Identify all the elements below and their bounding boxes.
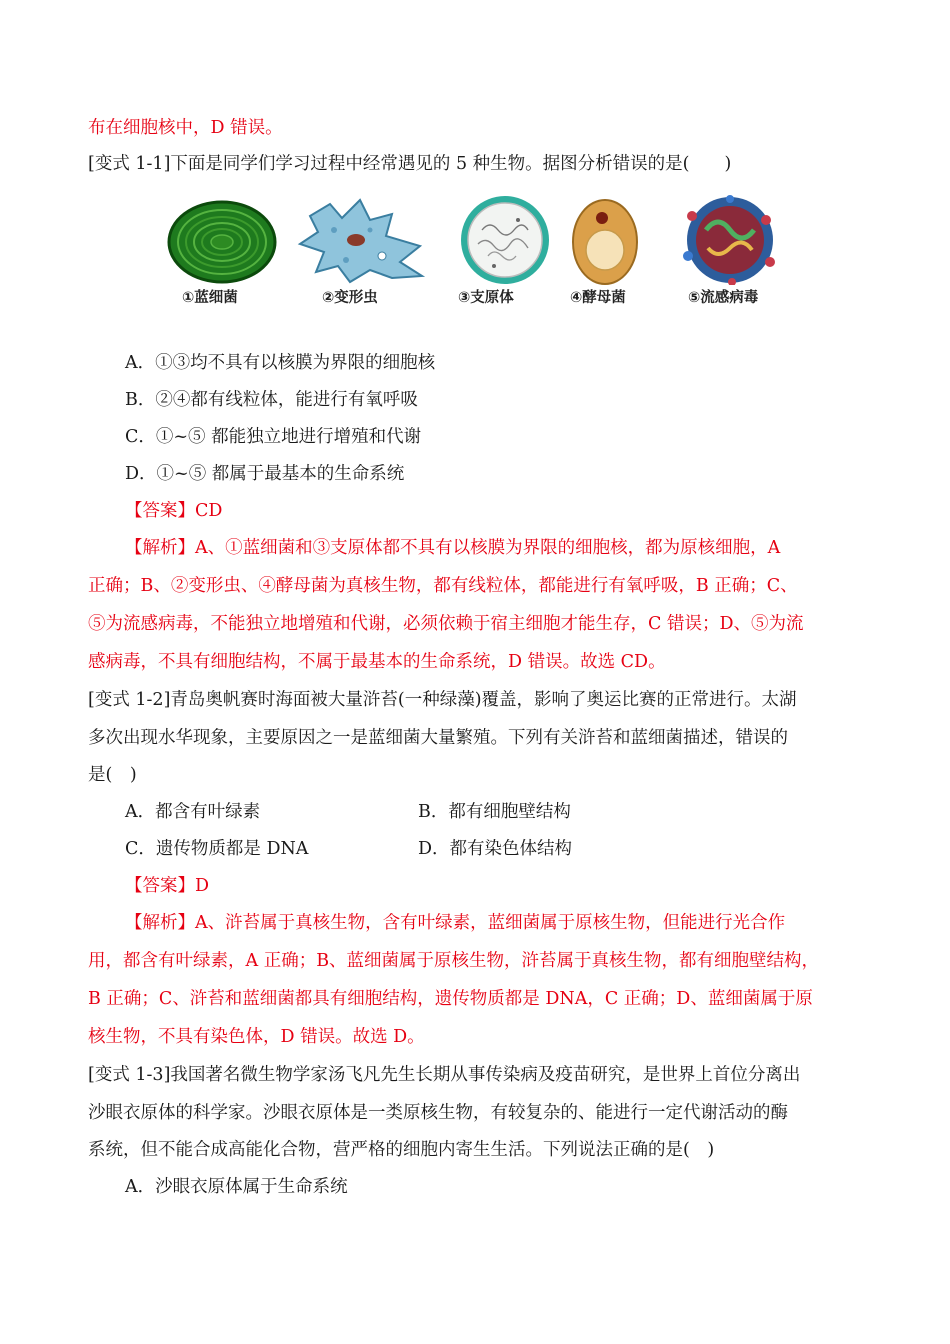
caption-mycoplasma: ③支原体 bbox=[458, 290, 514, 306]
cyanobacterium-image bbox=[169, 202, 275, 282]
q1-analysis-line: 正确；B、②变形虫、④酵母菌为真核生物，都有线粒体，都能进行有氧呼吸，B 正确；C、 bbox=[88, 576, 798, 596]
q2-analysis-line: 核生物，不具有染色体，D 错误。故选 D。 bbox=[88, 1027, 425, 1047]
yeast-image bbox=[573, 200, 637, 284]
caption-amoeba: ②变形虫 bbox=[322, 290, 378, 306]
q1-option-b: B．②④都有线粒体，能进行有氧呼吸 bbox=[125, 390, 418, 410]
q1-analysis-line: ⑤为流感病毒，不能独立地增殖和代谢，必须依赖于宿主细胞才能生存，C 错误；D、⑤为流 bbox=[88, 614, 804, 634]
q3-stem-line: 系统，但不能合成高能化合物，营严格的细胞内寄生生活。下列说法正确的是( ) bbox=[88, 1140, 715, 1160]
caption-influenza-virus: ⑤流感病毒 bbox=[688, 290, 759, 306]
q2-analysis-line: 用，都含有叶绿素，A 正确；B、蓝细菌属于原核生物，浒苔属于真核生物，都有细胞壁结构， bbox=[88, 951, 820, 971]
q2-option-c: C．遗传物质都是 DNA bbox=[125, 839, 309, 859]
q2-option-d: D．都有染色体结构 bbox=[418, 839, 573, 859]
q2-stem-line: [变式 1-2]青岛奥帆赛时海面被大量浒苔(一种绿藻)覆盖，影响了奥运比赛的正常进行。太湖 bbox=[88, 690, 797, 710]
q2-option-b: B．都有细胞壁结构 bbox=[418, 802, 571, 822]
caption-yeast: ④酵母菌 bbox=[570, 290, 626, 306]
q2-analysis-line: 【解析】A、浒苔属于真核生物，含有叶绿素，蓝细菌属于原核生物，但能进行光合作 bbox=[125, 913, 786, 933]
q3-stem-line: [变式 1-3]我国著名微生物学家汤飞凡先生长期从事传染病及疫苗研究，是世界上首位分离出 bbox=[88, 1065, 801, 1085]
q1-answer: 【答案】CD bbox=[125, 501, 223, 521]
q3-stem-line: 沙眼衣原体的科学家。沙眼衣原体是一类原核生物，有较复杂的、能进行一定代谢活动的酶 bbox=[88, 1103, 788, 1123]
q2-stem-line: 是( ) bbox=[88, 765, 137, 785]
organism-figure bbox=[160, 190, 790, 320]
q1-analysis-line: 【解析】A、①蓝细菌和③支原体都不具有以核膜为界限的细胞核，都为原核细胞，A bbox=[125, 538, 781, 558]
amoeba-image bbox=[300, 200, 422, 282]
intro-line: 布在细胞核中，D 错误。 bbox=[88, 118, 283, 138]
q1-option-c: C．①~⑤ 都能独立地进行增殖和代谢 bbox=[125, 427, 422, 447]
q2-answer: 【答案】D bbox=[125, 876, 210, 896]
q2-analysis-line: B 正确；C、浒苔和蓝细菌都具有细胞结构，遗传物质都是 DNA，C 正确；D、蓝细菌属于原 bbox=[88, 989, 813, 1009]
q1-analysis-line: 感病毒，不具有细胞结构，不属于最基本的生命系统，D 错误。故选 CD。 bbox=[88, 652, 666, 672]
q2-stem-line: 多次出现水华现象，主要原因之一是蓝细菌大量繁殖。下列有关浒苔和蓝细菌描述，错误的 bbox=[88, 728, 788, 748]
organism-illustrations bbox=[160, 190, 790, 285]
mycoplasma-image bbox=[461, 196, 549, 284]
caption-cyanobacterium: ①蓝细菌 bbox=[182, 290, 238, 306]
q1-option-d: D．①~⑤ 都属于最基本的生命系统 bbox=[125, 464, 405, 484]
q2-option-a: A．都含有叶绿素 bbox=[125, 802, 261, 822]
q3-option-a: A．沙眼衣原体属于生命系统 bbox=[125, 1177, 348, 1197]
q1-stem: [变式 1-1]下面是同学们学习过程中经常遇见的 5 种生物。据图分析错误的是( ) bbox=[88, 154, 732, 174]
q1-option-a: A．①③均不具有以核膜为界限的细胞核 bbox=[125, 353, 436, 373]
influenza-virus-image bbox=[683, 195, 775, 285]
